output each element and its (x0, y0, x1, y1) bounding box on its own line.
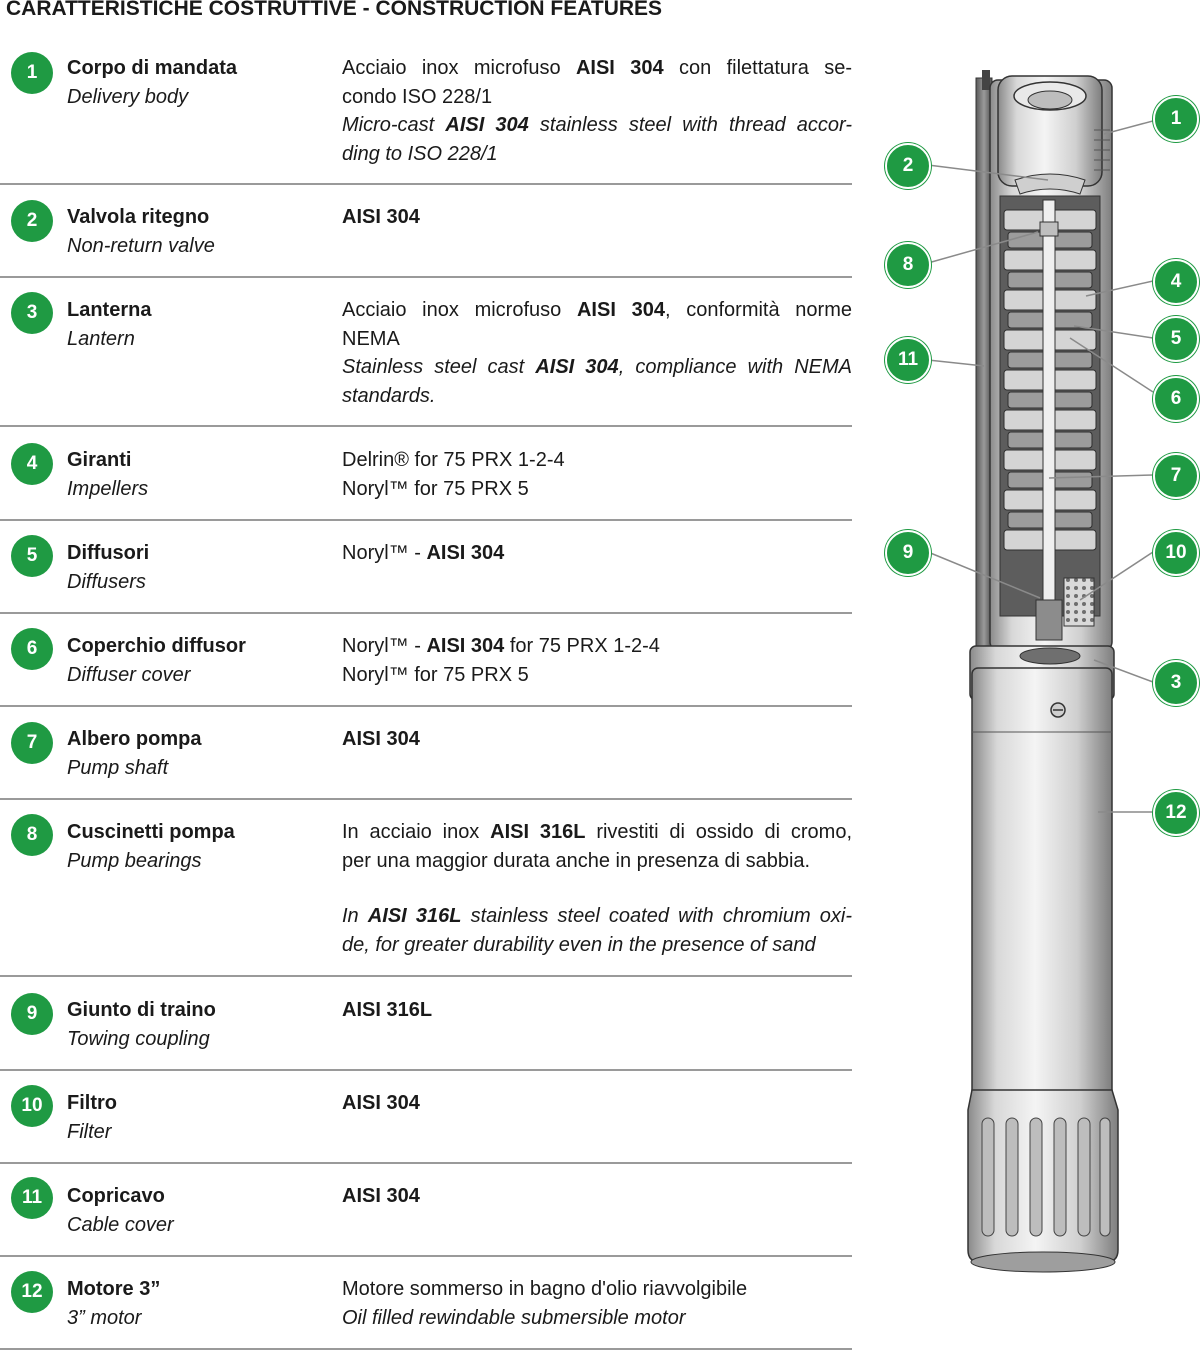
feature-description: AISI 304 (342, 728, 420, 750)
number-badge: 1 (11, 52, 53, 94)
callout-11: 11 (885, 337, 931, 383)
feature-description: AISI 316L (342, 999, 433, 1021)
feature-name-en: Diffuser cover (67, 664, 191, 686)
number-badge: 9 (11, 993, 53, 1035)
feature-name-en: Impellers (67, 478, 149, 500)
row-separator (0, 798, 852, 800)
row-separator (0, 975, 852, 977)
towing-coupling (1036, 600, 1062, 640)
feature-description: AISI 304 (342, 1185, 420, 1207)
feature-name-en: Delivery body (67, 86, 189, 108)
feature-name-en: 3” motor (67, 1307, 142, 1329)
feature-name-en: Lantern (67, 328, 135, 350)
feature-name-it: Valvola ritegno (67, 206, 210, 228)
feature-name-it: Coperchio diffusor (67, 635, 246, 657)
number-badge: 5 (11, 535, 53, 577)
row-separator (0, 1069, 852, 1071)
feature-name-it: Giunto di traino (67, 999, 216, 1021)
feature-description: Delrin® for 75 PRX 1-2-4 Noryl™ for 75 PRX 5 (342, 449, 565, 500)
feature-name (67, 446, 337, 504)
pump-shaft (1043, 200, 1055, 620)
feature-name (67, 632, 337, 690)
feature-name (67, 203, 337, 261)
row-separator (0, 1162, 852, 1164)
callout-7: 7 (1153, 453, 1199, 499)
number-badge: 11 (11, 1177, 53, 1219)
feature-name-en: Towing coupling (67, 1028, 210, 1050)
feature-name-en: Filter (67, 1121, 112, 1143)
feature-name-en: Pump shaft (67, 757, 169, 779)
feature-name (67, 996, 337, 1054)
callout-12: 12 (1153, 790, 1199, 836)
feature-description: AISI 304 (342, 206, 420, 228)
feature-name-it: Motore 3” (67, 1278, 161, 1300)
callout-6: 6 (1153, 376, 1199, 422)
feature-name-it: Filtro (67, 1092, 117, 1114)
number-badge: 8 (11, 814, 53, 856)
cable-end (982, 70, 990, 90)
feature-name-it: Copricavo (67, 1185, 165, 1207)
pump-cutaway-diagram (870, 50, 1200, 1300)
feature-name-it: Corpo di mandata (67, 57, 238, 79)
callout-4: 4 (1153, 259, 1199, 305)
number-badge: 12 (11, 1271, 53, 1313)
number-badge: 6 (11, 628, 53, 670)
feature-name-en: Diffusers (67, 571, 146, 593)
motor (972, 668, 1112, 1108)
row-separator (0, 276, 852, 278)
feature-name-it: Cuscinetti pompa (67, 821, 235, 843)
row-separator (0, 705, 852, 707)
callout-1: 1 (1153, 96, 1199, 142)
callout-2: 2 (885, 143, 931, 189)
feature-name-it: Diffusori (67, 542, 150, 564)
feature-description: Noryl™ - AISI 304 (342, 542, 505, 564)
callout-10: 10 (1153, 530, 1199, 576)
number-badge: 7 (11, 722, 53, 764)
feature-description: AISI 304 (342, 1092, 420, 1114)
feature-name-it: Albero pompa (67, 728, 202, 750)
feature-name (67, 1089, 337, 1147)
feature-description: Acciaio inox microfuso AISI 304 con filettatura se- condo ISO 228/1 Micro-cast AISI 304 stainless steel with thread accor- ding to ISO 228/1 (342, 57, 852, 165)
callout-8: 8 (885, 242, 931, 288)
pump-bearing (1040, 222, 1058, 236)
feature-name (67, 1275, 337, 1333)
feature-name-en: Non-return valve (67, 235, 215, 257)
page-title: CARATTERISTICHE COSTRUTTIVE - CONSTRUCTION FEATURES (6, 0, 663, 20)
row-separator (0, 519, 852, 521)
row-separator (0, 612, 852, 614)
feature-name-it: Giranti (67, 449, 132, 471)
feature-description: Noryl™ - AISI 304 for 75 PRX 1-2-4 Noryl™ for 75 PRX 5 (342, 635, 660, 686)
feature-name-it: Lanterna (67, 299, 152, 321)
suction-filter (1064, 578, 1094, 626)
number-badge: 4 (11, 443, 53, 485)
feature-description: Acciaio inox microfuso AISI 304, conformità norme NEMA Stainless steel cast AISI 304, compliance with NEMA standards. (342, 299, 852, 407)
feature-name (67, 818, 337, 876)
feature-name (67, 296, 337, 354)
number-badge: 2 (11, 200, 53, 242)
feature-name (67, 539, 337, 597)
feature-name (67, 1182, 337, 1240)
callout-5: 5 (1153, 316, 1199, 362)
feature-name (67, 725, 337, 783)
row-separator (0, 183, 852, 185)
number-badge: 3 (11, 292, 53, 334)
feature-description: In acciaio inox AISI 316L rivestiti di ossido di cromo, per una maggior durata anche in presenza di sabbia. In AISI 316L stainless steel coated with chromium oxi- de, for greater durability even in the presence of sand (342, 821, 852, 956)
feature-name-en: Cable cover (67, 1214, 174, 1236)
callout-9: 9 (885, 530, 931, 576)
row-separator (0, 1255, 852, 1257)
row-separator (0, 1348, 852, 1350)
callout-3: 3 (1153, 660, 1199, 706)
feature-name (67, 54, 337, 112)
feature-description: Motore sommerso in bagno d'olio riavvolgibile Oil filled rewindable submersible motor (342, 1278, 748, 1329)
feature-name-en: Pump bearings (67, 850, 202, 872)
number-badge: 10 (11, 1085, 53, 1127)
row-separator (0, 425, 852, 427)
